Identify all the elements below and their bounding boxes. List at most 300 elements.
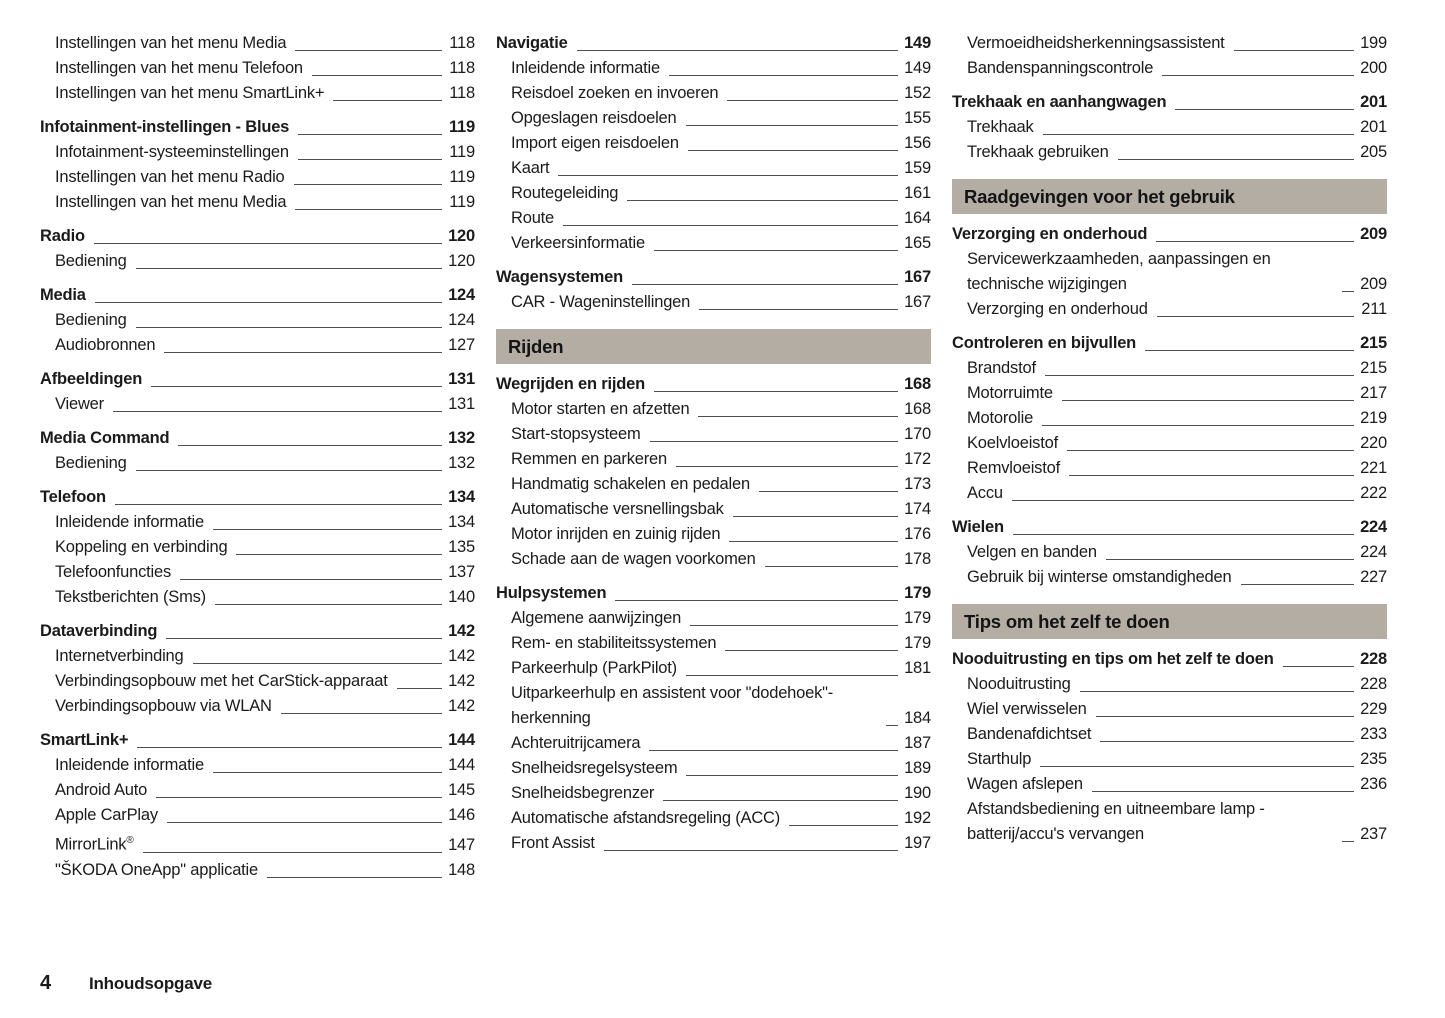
toc-entry-page: 148	[448, 860, 475, 879]
leader-line	[1157, 316, 1354, 317]
toc-entry	[952, 565, 1387, 590]
leader-line	[136, 470, 442, 471]
leader-line	[166, 638, 442, 639]
toc-entry	[496, 547, 931, 572]
toc-entry	[496, 231, 931, 256]
toc-entry-page: 149	[904, 34, 931, 52]
leader-line	[649, 750, 898, 751]
toc-entry	[496, 265, 931, 290]
leader-line	[267, 877, 442, 878]
toc-entry-page: 164	[904, 209, 931, 227]
toc-entry	[952, 297, 1387, 322]
toc-entry-page: 165	[904, 234, 931, 252]
toc-column-3	[952, 31, 1387, 883]
leader-line	[563, 225, 898, 226]
toc-entry-page: 131	[448, 395, 475, 413]
leader-line	[688, 150, 898, 151]
leader-line	[1013, 534, 1354, 535]
toc-entry-page: 172	[904, 450, 931, 468]
leader-line	[632, 284, 898, 285]
toc-entry-page: 184	[904, 709, 931, 727]
toc-entry	[952, 515, 1387, 540]
toc-entry	[40, 224, 475, 249]
toc-entry-page: 127	[448, 336, 475, 354]
leader-line	[156, 797, 442, 798]
toc-entry	[496, 522, 931, 547]
leader-line	[1100, 741, 1354, 742]
toc-entry-page: 140	[448, 588, 475, 606]
leader-line	[733, 516, 898, 517]
toc-entry-page: 174	[904, 500, 931, 518]
leader-line	[115, 504, 442, 505]
toc-entry-page: 190	[904, 784, 931, 802]
toc-entry	[496, 422, 931, 447]
toc-entry	[40, 560, 475, 585]
toc-entry	[40, 803, 475, 828]
leader-line	[180, 579, 442, 580]
toc-entry-page: 132	[448, 454, 475, 472]
toc-entry	[496, 56, 931, 81]
toc-entry-page: 176	[904, 525, 931, 543]
leader-line	[1175, 109, 1354, 110]
toc-entry	[40, 392, 475, 417]
leader-line	[1241, 584, 1355, 585]
toc-entry-page: 156	[904, 134, 931, 152]
toc-entry-page: 224	[1360, 543, 1387, 561]
toc-entry	[496, 31, 931, 56]
toc-entry-label: Opgeslagen reisdoelen	[511, 109, 677, 127]
toc-entry-label: Routegeleiding	[511, 184, 619, 202]
toc-entry-label: Starthulp	[967, 750, 1032, 768]
toc-entry-page: 221	[1360, 459, 1387, 477]
toc-entry-label: Verbindingsopbouw met het CarStick-apparaat	[55, 672, 388, 690]
leader-line	[654, 250, 898, 251]
toc-entry-label: Handmatig schakelen en pedalen	[511, 475, 750, 493]
leader-line	[143, 852, 442, 853]
toc-column-2	[496, 31, 931, 883]
toc-entry	[952, 722, 1387, 747]
leader-line	[669, 75, 898, 76]
leader-line	[397, 688, 442, 689]
toc-entry-label: Accu	[967, 484, 1003, 502]
toc-entry	[952, 331, 1387, 356]
toc-entry-label: Trekhaak	[967, 118, 1034, 136]
toc-entry-label: MirrorLink®	[55, 835, 134, 854]
toc-entry-label: Automatische afstandsregeling (ACC)	[511, 809, 781, 827]
toc-entry-page: 168	[904, 400, 931, 418]
leader-line	[759, 491, 898, 492]
toc-entry-page: 209	[1360, 225, 1387, 243]
toc-entry	[40, 115, 475, 140]
toc-entry	[952, 456, 1387, 481]
footer-label: Inhoudsopgave	[88, 974, 212, 993]
leader-line	[765, 566, 898, 567]
toc-entry-label: Instellingen van het menu Radio	[55, 168, 285, 186]
leader-line	[1067, 450, 1354, 451]
toc-entry-page: 120	[448, 252, 475, 270]
toc-entry	[496, 831, 931, 856]
leader-line	[298, 159, 442, 160]
leader-line	[1043, 134, 1354, 135]
leader-line	[1092, 791, 1354, 792]
toc-entry-page: 222	[1360, 484, 1387, 502]
toc-entry-label: Start-stopsysteem	[511, 425, 641, 443]
toc-entry-label: Koelvloeistof	[967, 434, 1058, 452]
toc-entry	[952, 747, 1387, 772]
toc-entry	[40, 669, 475, 694]
toc-entry-label: Koppeling en verbinding	[55, 538, 228, 556]
toc-entry-page: 200	[1360, 59, 1387, 77]
toc-entry-page: 118	[449, 59, 475, 77]
toc-entry	[952, 772, 1387, 797]
toc-entry-label: Wagensystemen	[496, 268, 623, 286]
toc-entry-page: 119	[448, 118, 475, 136]
toc-entry	[40, 426, 475, 451]
toc-entry-label: Controleren en bijvullen	[952, 334, 1137, 352]
toc-entry-label: Parkeerhulp (ParkPilot)	[511, 659, 677, 677]
leader-line	[1145, 350, 1354, 351]
toc-entry	[40, 619, 475, 644]
leader-line	[1234, 50, 1354, 51]
toc-entry	[952, 222, 1387, 247]
toc-entry-page: 119	[449, 168, 475, 186]
toc-entry-label: Verkeersinformatie	[511, 234, 645, 252]
toc-entry-page: 149	[904, 59, 931, 77]
toc-entry	[496, 447, 931, 472]
toc-entry-label: Automatische versnellingsbak	[511, 500, 724, 518]
toc-entry-page: 124	[448, 311, 475, 329]
toc-entry	[40, 585, 475, 610]
toc-entry	[40, 165, 475, 190]
toc-entry	[40, 485, 475, 510]
leader-line	[1042, 425, 1354, 426]
toc-entry	[40, 858, 475, 883]
toc-entry-label: Hulpsystemen	[496, 584, 607, 602]
toc-entry	[952, 247, 1387, 297]
leader-line	[151, 386, 442, 387]
toc-entry-label: Instellingen van het menu Media	[55, 193, 287, 211]
toc-entry-label: "ŠKODA OneApp" applicatie	[55, 860, 258, 879]
toc-entry-page: 187	[904, 734, 931, 752]
toc-entry-page: 237	[1360, 825, 1387, 843]
toc-entry	[496, 81, 931, 106]
toc-entry-label: Wiel verwisselen	[967, 700, 1087, 718]
toc-entry	[496, 206, 931, 231]
toc-entry-label: Motorolie	[967, 409, 1034, 427]
toc-entry-page: 119	[449, 193, 475, 211]
toc-entry-label: Bediening	[55, 454, 127, 472]
toc-entry-page: 147	[448, 835, 475, 854]
toc-entry-label: Bediening	[55, 252, 127, 270]
toc-entry	[40, 510, 475, 535]
toc-entry-label: Navigatie	[496, 34, 568, 52]
leader-line	[676, 466, 898, 467]
toc-entry-label: Nooduitrusting	[967, 675, 1071, 693]
toc-entry-label: Bediening	[55, 311, 127, 329]
toc-entry-label: Infotainment-systeeminstellingen	[55, 143, 289, 161]
toc-entry	[40, 694, 475, 719]
toc-entry-page: 178	[904, 550, 931, 568]
toc-entry	[40, 451, 475, 476]
toc-entry-page: 201	[1360, 93, 1387, 111]
toc-entry-page: 219	[1360, 409, 1387, 427]
toc-entry-page: 167	[904, 268, 931, 286]
toc-entry-page: 142	[448, 672, 475, 690]
toc-entry	[496, 397, 931, 422]
leader-line	[136, 327, 442, 328]
leader-line	[725, 650, 898, 651]
toc-entry-page: 201	[1360, 118, 1387, 136]
leader-line	[95, 302, 442, 303]
toc-entry-page: 235	[1360, 750, 1387, 768]
section-header: Raadgevingen voor het gebruik	[952, 179, 1387, 214]
toc-entry-label: Brandstof	[967, 359, 1036, 377]
leader-line	[698, 416, 898, 417]
leader-line	[558, 175, 898, 176]
toc-entry	[40, 140, 475, 165]
toc-entry-label: Snelheidsregelsysteem	[511, 759, 678, 777]
toc-entry-label: Reisdoel zoeken en invoeren	[511, 84, 719, 102]
toc-entry-label: Bandenafdichtset	[967, 725, 1092, 743]
toc-entry	[40, 333, 475, 358]
toc-entry-label: Inleidende informatie	[511, 59, 660, 77]
toc-entry	[952, 697, 1387, 722]
toc-entry-label: Uitparkeerhulp en assistent voor "dodehoek"-herkenning	[511, 684, 834, 727]
toc-entry-label: Instellingen van het menu Media	[55, 34, 287, 52]
toc-entry	[496, 372, 931, 397]
toc-entry	[496, 681, 931, 731]
toc-entry	[952, 115, 1387, 140]
toc-entry	[40, 308, 475, 333]
leader-line	[1162, 75, 1354, 76]
toc-entry	[40, 31, 475, 56]
toc-entry-page: 224	[1360, 518, 1387, 536]
toc-entry-label: Afstandsbediening en uitneembare lamp - batterij/accu's vervangen	[967, 800, 1265, 843]
leader-line	[295, 209, 442, 210]
toc-entry-label: Kaart	[511, 159, 550, 177]
toc-entry	[40, 728, 475, 753]
toc-entry-page: 170	[904, 425, 931, 443]
toc-entry-page: 119	[449, 143, 475, 161]
footer-page-number: 4	[40, 972, 51, 994]
toc-entry-label: Wielen	[952, 518, 1004, 536]
toc-entry-page: 209	[1360, 275, 1387, 293]
toc-entry-page: 135	[448, 538, 475, 556]
toc-entry-label: Media	[40, 286, 86, 304]
leader-line	[113, 411, 442, 412]
toc-entry-page: 173	[904, 475, 931, 493]
page-footer	[40, 972, 212, 995]
toc-entry	[496, 731, 931, 756]
toc-entry	[40, 56, 475, 81]
toc-entry	[952, 140, 1387, 165]
leader-line	[654, 391, 898, 392]
leader-line	[193, 663, 443, 664]
toc-entry-page: 137	[448, 563, 475, 581]
toc-entry-label: Schade aan de wagen voorkomen	[511, 550, 756, 568]
leader-line	[1069, 475, 1354, 476]
toc-entry	[496, 472, 931, 497]
leader-line	[295, 50, 442, 51]
leader-line	[1080, 691, 1354, 692]
leader-line	[137, 747, 442, 748]
toc-entry-label: Nooduitrusting en tips om het zelf te doen	[952, 650, 1274, 668]
toc-entry-page: 167	[904, 293, 931, 311]
toc-entry-label: Inleidende informatie	[55, 756, 204, 774]
leader-line	[577, 50, 898, 51]
leader-line	[213, 772, 442, 773]
toc-entry-page: 131	[448, 370, 475, 388]
leader-line	[164, 352, 442, 353]
toc-entry-page: 220	[1360, 434, 1387, 452]
toc-entry	[496, 606, 931, 631]
leader-line	[1118, 159, 1354, 160]
leader-line	[213, 529, 442, 530]
toc-entry-page: 179	[904, 609, 931, 627]
toc-entry-page: 233	[1360, 725, 1387, 743]
toc-entry-label: Import eigen reisdoelen	[511, 134, 679, 152]
toc-entry	[952, 540, 1387, 565]
section-header: Rijden	[496, 329, 931, 364]
toc-entry-page: 161	[904, 184, 931, 202]
leader-line	[789, 825, 898, 826]
toc-entry	[952, 31, 1387, 56]
toc-entry-page: 199	[1360, 34, 1387, 52]
toc-entry-page: 142	[448, 622, 475, 640]
leader-line	[136, 268, 442, 269]
toc-entry	[40, 535, 475, 560]
toc-entry	[496, 106, 931, 131]
toc-entry	[952, 90, 1387, 115]
toc-entry-label: Snelheidsbegrenzer	[511, 784, 655, 802]
leader-line	[215, 604, 442, 605]
toc-entry-page: 118	[449, 34, 475, 52]
leader-line	[1283, 666, 1354, 667]
toc-entry-page: 181	[904, 659, 931, 677]
toc-entry	[496, 806, 931, 831]
toc-entry	[952, 406, 1387, 431]
toc-entry-label: Route	[511, 209, 555, 227]
toc-entry	[496, 290, 931, 315]
toc-entry-page: 215	[1360, 334, 1387, 352]
toc-entry-label: Media Command	[40, 429, 170, 447]
toc-entry-label: Audiobronnen	[55, 336, 156, 354]
toc-entry-page: 124	[448, 286, 475, 304]
toc-entry	[496, 497, 931, 522]
toc-entry-label: Achteruitrijcamera	[511, 734, 641, 752]
toc-entry-page: 134	[448, 488, 475, 506]
leader-line	[699, 309, 898, 310]
leader-line	[312, 75, 442, 76]
leader-line	[886, 725, 898, 726]
toc-entry-label: Telefoon	[40, 488, 106, 506]
toc-entry-page: 205	[1360, 143, 1387, 161]
toc-entry	[40, 190, 475, 215]
toc-entry-label: Verbindingsopbouw via WLAN	[55, 697, 272, 715]
leader-line	[1062, 400, 1354, 401]
toc-entry-label: Rem- en stabiliteitssystemen	[511, 634, 717, 652]
toc-entry	[952, 797, 1387, 847]
toc-entry-label: Remvloeistof	[967, 459, 1060, 477]
toc-entry	[496, 631, 931, 656]
toc-entry-label: Remmen en parkeren	[511, 450, 667, 468]
toc-column-1	[40, 31, 475, 883]
registered-trademark-symbol: ®	[126, 835, 134, 846]
toc-entry-page: 229	[1360, 700, 1387, 718]
toc-entry-label: Velgen en banden	[967, 543, 1097, 561]
toc-entry-page: 211	[1361, 300, 1387, 318]
toc-entry-label: Verzorging en onderhoud	[967, 300, 1148, 318]
leader-line	[94, 243, 442, 244]
leader-line	[686, 675, 898, 676]
toc-entry-label: Radio	[40, 227, 85, 245]
toc-entry	[496, 131, 931, 156]
toc-entry-label: Algemene aanwijzingen	[511, 609, 682, 627]
toc-entry-label: Internetverbinding	[55, 647, 184, 665]
section-header: Tips om het zelf te doen	[952, 604, 1387, 639]
toc-entry-page: 189	[904, 759, 931, 777]
leader-line	[1045, 375, 1354, 376]
leader-line	[1040, 766, 1354, 767]
toc-entry	[952, 481, 1387, 506]
toc-entry-label: Dataverbinding	[40, 622, 158, 640]
toc-entry-page: 146	[448, 806, 475, 824]
toc-entry-label: Afbeeldingen	[40, 370, 143, 388]
toc-entry	[952, 356, 1387, 381]
leader-line	[686, 125, 898, 126]
toc-entry-page: 197	[904, 834, 931, 852]
toc-entry-label: CAR - Wageninstellingen	[511, 293, 691, 311]
toc-entry-page: 159	[904, 159, 931, 177]
toc-entry-label: Bandenspanningscontrole	[967, 59, 1154, 77]
toc-entry-page: 217	[1360, 384, 1387, 402]
toc-entry-label: Instellingen van het menu SmartLink+	[55, 84, 325, 102]
leader-line	[294, 184, 442, 185]
leader-line	[1012, 500, 1354, 501]
toc-entry	[40, 828, 475, 858]
leader-line	[650, 441, 898, 442]
toc-entry-label: Wegrijden en rijden	[496, 375, 646, 393]
toc-entry-label: Infotainment-instellingen - Blues	[40, 118, 290, 136]
toc-entry	[952, 431, 1387, 456]
toc-entry-label: Gebruik bij winterse omstandigheden	[967, 568, 1232, 586]
toc-entry-label: Servicewerkzaamheden, aanpassingen en technische wijzigingen	[967, 250, 1271, 293]
toc-entry-page: 152	[904, 84, 931, 102]
toc-entry	[496, 656, 931, 681]
leader-line	[604, 850, 898, 851]
leader-line	[727, 100, 898, 101]
toc-entry-label: Apple CarPlay	[55, 806, 158, 824]
toc-entry	[496, 581, 931, 606]
toc-entry-label: Tekstberichten (Sms)	[55, 588, 206, 606]
leader-line	[1106, 559, 1354, 560]
toc-entry	[952, 381, 1387, 406]
leader-line	[690, 625, 898, 626]
toc-entry-page: 132	[448, 429, 475, 447]
toc-entry-page: 168	[904, 375, 931, 393]
toc-entry-page: 142	[448, 697, 475, 715]
toc-entry-label: Viewer	[55, 395, 104, 413]
toc-entry-page: 228	[1360, 675, 1387, 693]
toc-entry-label: Android Auto	[55, 781, 148, 799]
toc-entry-page: 179	[904, 634, 931, 652]
toc-entry-label: Motor starten en afzetten	[511, 400, 690, 418]
leader-line	[686, 775, 898, 776]
leader-line	[615, 600, 898, 601]
toc-entry	[496, 181, 931, 206]
toc-entry-page: 179	[904, 584, 931, 602]
toc-entry-page: 236	[1360, 775, 1387, 793]
